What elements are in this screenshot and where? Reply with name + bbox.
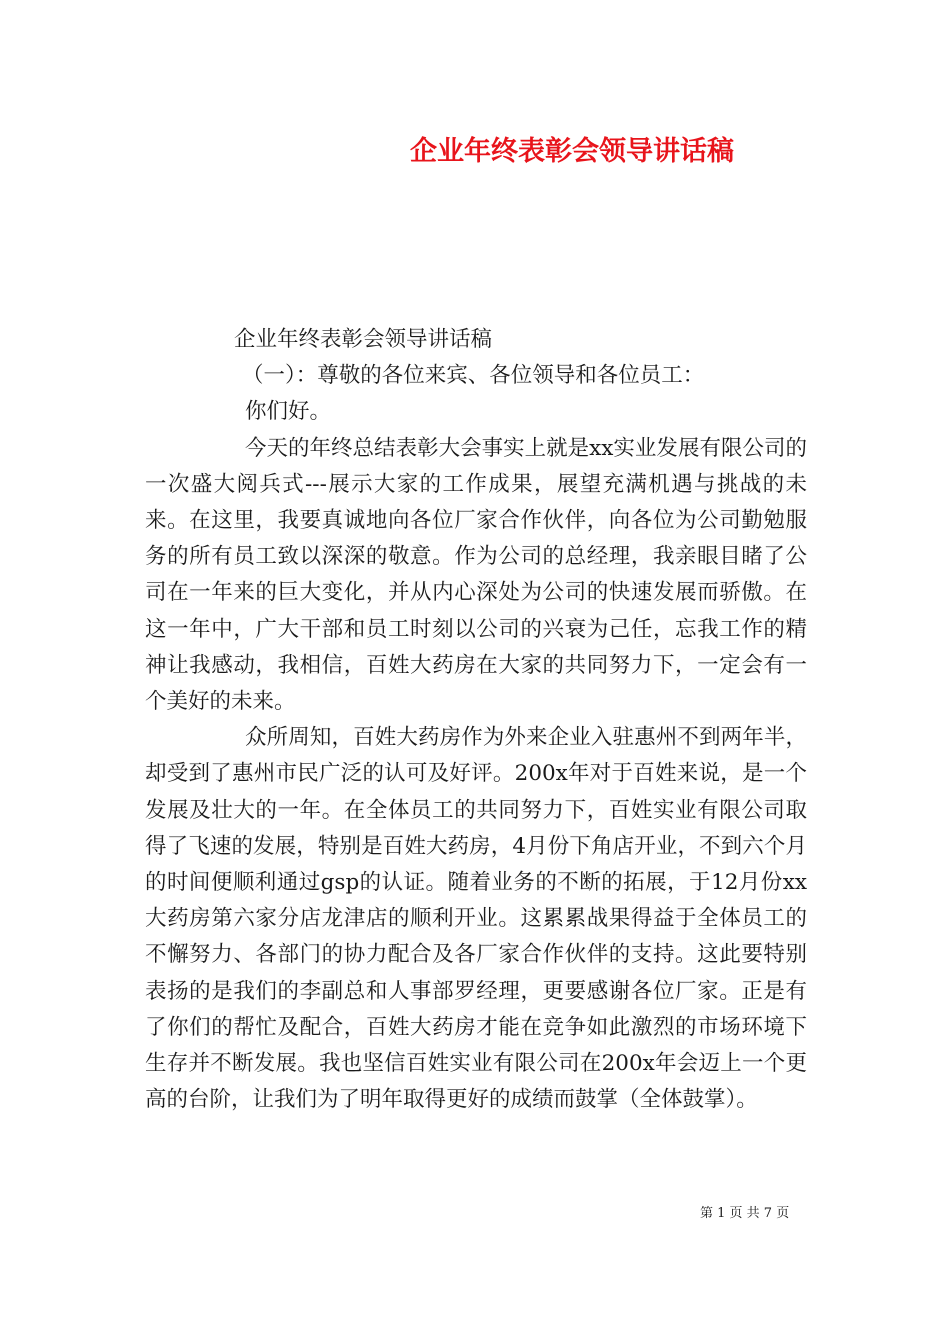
document-subtitle: 企业年终表彰会领导讲话稿 [234,327,493,352]
page-title: 企业年终表彰会领导讲话稿 [410,136,734,167]
salutation: （一）：尊敬的各位来宾、各位领导和各位员工： [242,363,705,389]
paragraph: 今天的年终总结表彰大会事实上就是xx实业发展有限公司的一次盛大阅兵式---展示大家的工作成果，展望充满机遇与挑战的未来。在这里，我要真诚地向各位厂家合作伙伴，向各位为公司勤勉服务的所有员工致以深深的敬意。作为公司的总经理，我亲眼目睹了公司在一年来的巨大变化，并从内心深处为公司的快速发展而骄傲。在这一年中，广大干部和员工时刻以公司的兴衰为己任，忘我工作的精神让我感动，我相信，百姓大药房在大家的共同努力下，一定会有一个美好的未来。 [145,435,807,715]
paragraph: 众所周知，百姓大药房作为外来企业入驻惠州不到两年半，却受到了惠州市民广泛的认可及好评。200x年对于百姓来说，是一个发展及壮大的一年。在全体员工的共同努力下，百姓实业有限公司取得了飞速的发展，特别是百姓大药房，4月份下角店开业，不到六个月的时间便顺利通过gsp的认证。随着业务的不断的拓展，于12月份xx大药房第六家分店龙津店的顺利开业。这累累战果得益于全体员工的不懈努力、各部门的协力配合及各厂家合作伙伴的支持。这此要特别表扬的是我们的李副总和人事部罗经理，更要感谢各位厂家。正是有了你们的帮忙及配合，百姓大药房才能在竞争如此激烈的市场环境下生存并不断发展。我也坚信百姓实业有限公司在200x年会迈上一个更高的台阶，让我们为了明年取得更好的成绩而鼓掌（全体鼓掌）。 [145,725,807,1113]
greeting: 你们好。 [245,399,332,425]
page-number: 第 1 页 共 7 页 [700,1206,790,1221]
document-body [145,322,807,1118]
